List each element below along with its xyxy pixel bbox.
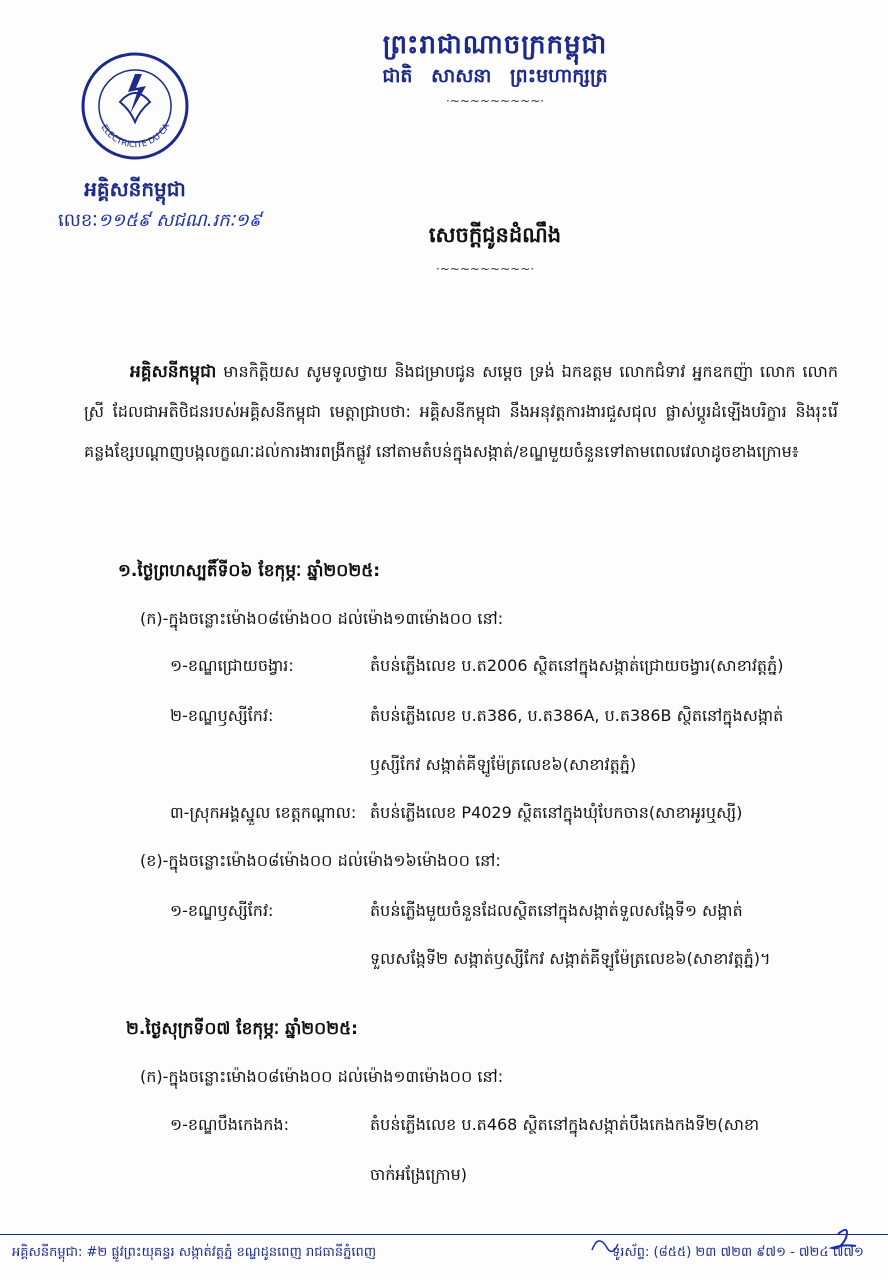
section-heading: ២.ថ្ងៃសុក្រទី០៧ ខែកុម្ភៈ ឆ្នាំ២០២៥: [126,1019,358,1039]
period-label: (ខ)-ក្នុងចន្លោះម៉ោង០៨ម៉ោង០០ ដល់ម៉ោង១៦ម៉ោង០០ នៅ: [140,851,501,870]
place-detail: ឫស្សីកែវ សង្កាត់គីឡូម៉ែត្រលេខ៦(សាខាវត្តភ្នំ) [370,755,637,774]
place-detail: ចាក់អង្រែក្រោម) [370,1165,468,1184]
kingdom-title: ព្រះរាជាណាចក្រកម្ពុជា [382,30,608,60]
place-detail: តំបន់ភ្លើងលេខ ប.ត2006 ស្ថិតនៅក្នុងសង្កាត់ជ្រោយចង្វារ(សាខាវត្តភ្នំ) [370,656,784,675]
document-title: សេចក្តីជូនដំណឹង [428,223,562,247]
place-name: ៣-ស្រុកអង្គស្នួល ខេត្តកណ្តាល: [170,803,357,822]
edc-logo [80,44,190,174]
period-label: (ក)-ក្នុងចន្លោះម៉ោង០៨ម៉ោង០០ ដល់ម៉ោង១៣ម៉ោង០០ នៅ: [140,1067,504,1086]
place-detail: តំបន់ភ្លើងលេខ P4029 ស្ថិតនៅក្នុងឃុំបែកចាន(សាខាអូរឬស្សី) [370,803,743,822]
reference-number [58,208,262,235]
place-name: ១-ខណ្ឌឫស្សីកែវ: [170,901,274,920]
national-motto: ជាតិ សាសនា ព្រះមហាក្សត្រ [382,65,608,87]
intro-org-name: អគ្គិសនីកម្ពុជា [130,362,217,382]
place-name: ១-ខណ្ឌជ្រោយចង្វារ: [170,656,294,675]
place-detail: ទួលសង្កែទី២ សង្កាត់ឫស្សីកែវ សង្កាត់គីឡូម៉ែត្រលេខ៦(សាខាវត្តភ្នំ)។ [370,949,771,968]
logo-ring-text: ELECTRICITE DU CA [98,121,173,151]
intro-text: មានកិត្តិយស សូមទូលថ្វាយ និងជម្រាបជូន សម្តេច ទ្រង់ ឯកឧត្តម លោកជំទាវ អ្នកឧកញ៉ា លោក លោកស្រី ដែលជាអតិថិជនរបស់អគ្គិសនីកម្ពុជា មេត្តាជ្រាបថា: អគ្គិសនីកម្ពុជា នឹងអនុវត្តការងារជួសជុល ផ្លាស់ប្តូរដំឡើងបរិក្ខារ និងរុះរើគន្លងខ្សែបណ្តាញបង្កលក្ខណៈដល់ការងារពង្រីកផ្លូវ នៅតាមតំបន់ក្នុងសង្កាត់/ខណ្ឌមួយចំនួនទៅតាមពេលវេលាដូចខាងក្រោម៖ [84,362,838,461]
place-name: ២-ខណ្ឌឫស្សីកែវ: [170,706,274,725]
header-ornament: ·~~~~~~~~~· [445,94,545,108]
section-heading: ១.ថ្ងៃព្រហស្បតិ៍ទី០៦ ខែកុម្ភៈ ឆ្នាំ២០២៥: [118,561,381,581]
reference-label: លេខៈ [58,210,98,231]
footer-phone: ទូរស័ព្ទ: (៨៥៥) ២៣ ៧២៣ ៩៧១ - ៧២៤ ៧៧១ [612,1245,864,1260]
period-label: (ក)-ក្នុងចន្លោះម៉ោង០៨ម៉ោង០០ ដល់ម៉ោង១៣ម៉ោង០០ នៅ: [140,609,504,628]
place-detail: តំបន់ភ្លើងលេខ ប.ត468 ស្ថិតនៅក្នុងសង្កាត់បឹងកេងកងទី២(សាខា [370,1115,760,1134]
title-ornament: ·~~~~~~~~~· [435,262,535,276]
initials-signature [588,1220,858,1264]
place-detail: តំបន់ភ្លើងមួយចំនួនដែលស្ថិតនៅក្នុងសង្កាត់ទួលសង្កែទី១ សង្កាត់ [370,901,743,920]
place-detail: តំបន់ភ្លើងលេខ ប.ត386, ប.ត386A, ប.ត386B ស្ថិតនៅក្នុងសង្កាត់ [370,706,784,725]
place-name: ១-ខណ្ឌបឹងកេងកង: [170,1115,289,1134]
intro-paragraph [84,352,838,472]
footer-address: អគ្គិសនីកម្ពុជា: #២ ផ្លូវព្រះយុគន្ធរ សង្កាត់វត្តភ្នំ ខណ្ឌដូនពេញ រាជធានីភ្នំពេញ [12,1245,377,1260]
organization-name: អគ្គិសនីកម្ពុជា [84,177,186,201]
reference-value: ១១៥៩ សជណ.រកៈ១៩ [97,210,262,231]
